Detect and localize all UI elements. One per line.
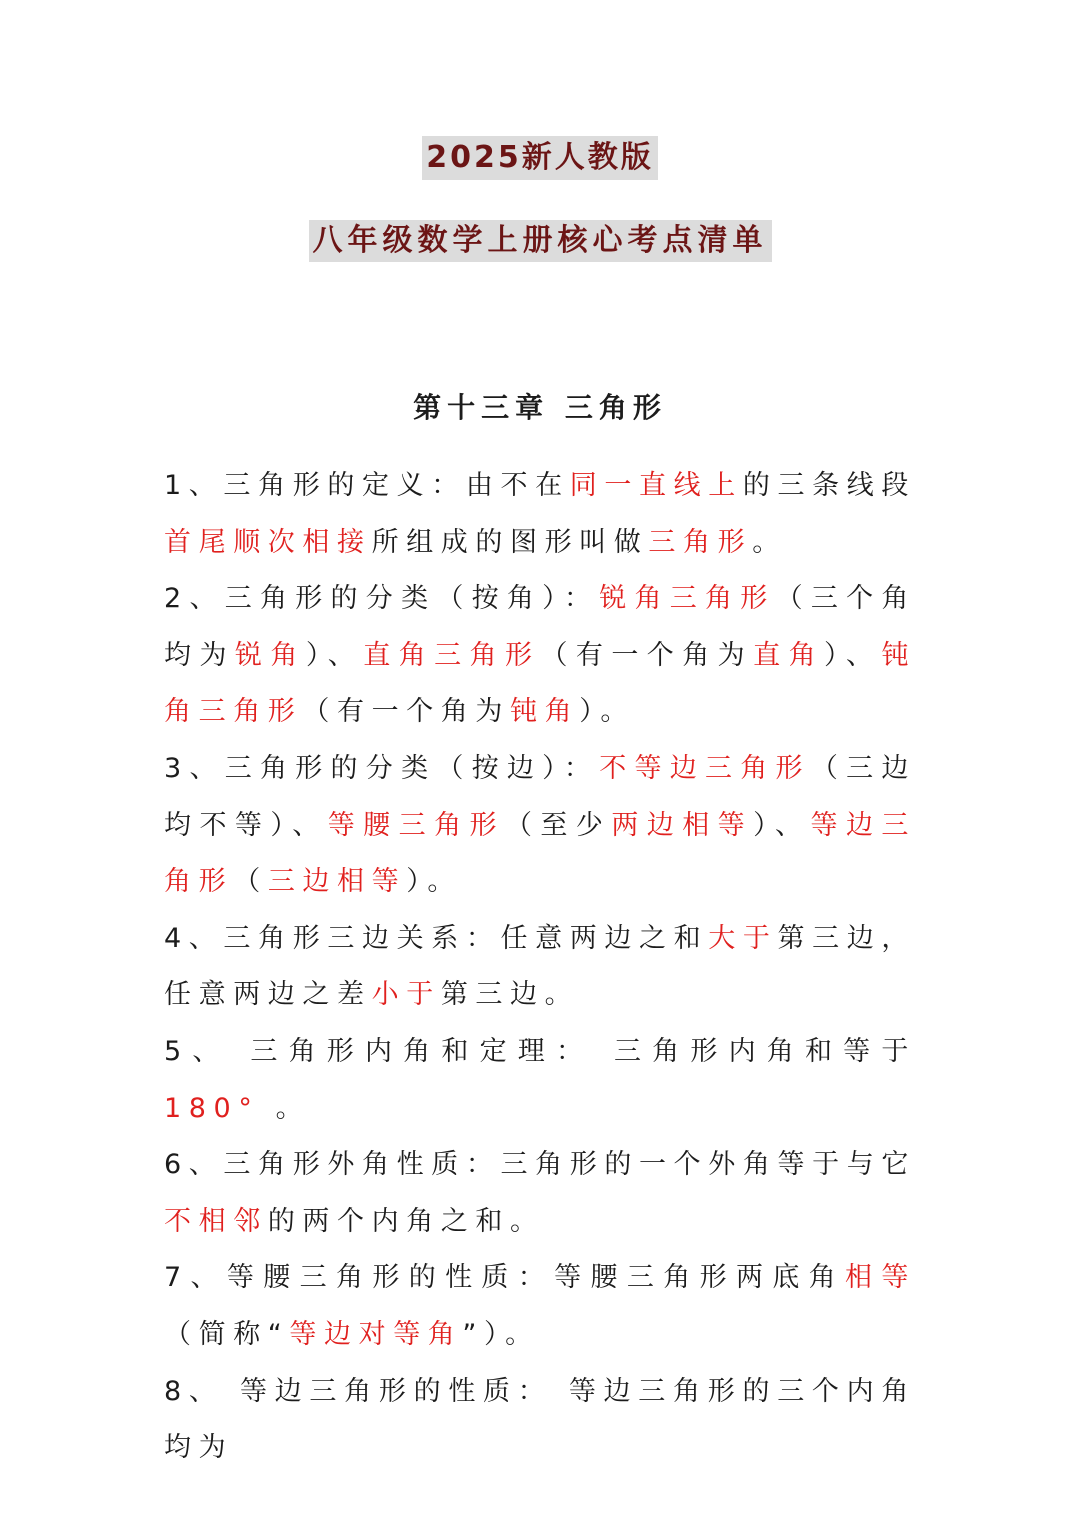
point-text: 第三边，任意两边之差 xyxy=(164,922,917,1011)
title-line1-text: 2025新人教版 xyxy=(422,136,658,180)
highlighted-term: 首尾顺次相接 xyxy=(164,526,372,558)
point-text: ）。 xyxy=(579,696,635,728)
highlighted-term: 不相邻 xyxy=(164,1205,268,1237)
point-text: 。 xyxy=(752,526,787,558)
key-point-item xyxy=(164,571,916,741)
point-text: 的三条线段 xyxy=(742,470,917,501)
highlighted-term: 等腰三角形 xyxy=(327,809,505,841)
highlighted-term: 相等 xyxy=(845,1262,917,1294)
highlighted-term: 钝角三角形 xyxy=(164,639,917,728)
key-point-item xyxy=(164,1024,916,1137)
key-points-list xyxy=(164,458,916,1477)
title-line2-text: 八年级数学上册核心考点清单 xyxy=(309,220,772,262)
highlighted-term: 直角 xyxy=(753,639,825,671)
highlighted-term: 钝角 xyxy=(510,696,580,728)
point-text: 5、 三角形内角和定理： 三角形内角和等于 xyxy=(164,1035,916,1067)
point-text: 所组成的图形叫做 xyxy=(371,526,649,558)
point-text: （有一个角为 xyxy=(540,639,754,671)
key-point-item xyxy=(164,911,916,1024)
highlighted-term: 等边对等角 xyxy=(289,1318,463,1350)
key-point-item xyxy=(164,458,916,571)
highlighted-term: 直角三角形 xyxy=(363,639,541,671)
point-text: （有一个角为 xyxy=(302,696,511,728)
point-text: 8、 等边三角形的性质： 等边三角形的三个内角均为 xyxy=(164,1375,916,1464)
point-text: ”）。 xyxy=(462,1318,540,1350)
point-text: 第三边。 xyxy=(440,979,580,1011)
point-text: 的两个内角之和。 xyxy=(267,1205,545,1237)
highlighted-term: 两边相等 xyxy=(611,809,754,841)
point-text: （三边均不等）、 xyxy=(164,752,916,841)
point-text: 1、三角形的定义：由不在 xyxy=(164,470,570,501)
highlighted-term: 180° xyxy=(164,1092,260,1124)
highlighted-term: 大于 xyxy=(708,922,778,954)
point-text: ）、 xyxy=(753,809,811,841)
highlighted-term: 锐角 xyxy=(234,639,306,671)
point-text: ）。 xyxy=(406,866,462,898)
highlighted-term: 等边三角形 xyxy=(164,809,917,898)
highlighted-term: 三角形 xyxy=(648,526,753,558)
point-text: 2、三角形的分类（按角）： xyxy=(164,583,600,615)
point-text: 。 xyxy=(259,1092,311,1124)
key-point-item xyxy=(164,1137,916,1250)
key-point-item xyxy=(164,1250,916,1363)
point-text: ）、 xyxy=(305,639,364,671)
highlighted-term: 三边相等 xyxy=(267,866,407,898)
point-text: （ xyxy=(233,866,268,898)
highlighted-term: 锐角三角形 xyxy=(599,583,776,615)
key-point-item xyxy=(164,741,916,911)
point-text: （简称“ xyxy=(164,1318,290,1350)
point-text: （至少 xyxy=(504,809,612,841)
point-text: （三个角均为 xyxy=(164,583,916,671)
point-text: 3、三角形的分类（按边）： xyxy=(164,752,600,784)
key-point-item xyxy=(164,1364,916,1477)
point-text: ）、 xyxy=(824,639,882,671)
document-title-line1 xyxy=(0,136,1080,180)
point-text: 6、三角形外角性质：三角形的一个外角等于与它 xyxy=(164,1149,916,1181)
highlighted-term: 小于 xyxy=(371,979,441,1011)
point-text: 4、三角形三边关系：任意两边之和 xyxy=(164,922,709,954)
chapter-heading: 第十三章 三角形 xyxy=(413,391,667,424)
highlighted-term: 不等边三角形 xyxy=(599,752,811,784)
document-title-line2 xyxy=(0,220,1080,262)
point-text: 7、等腰三角形的性质：等腰三角形两底角 xyxy=(164,1262,846,1294)
highlighted-term: 同一直线上 xyxy=(569,470,743,501)
